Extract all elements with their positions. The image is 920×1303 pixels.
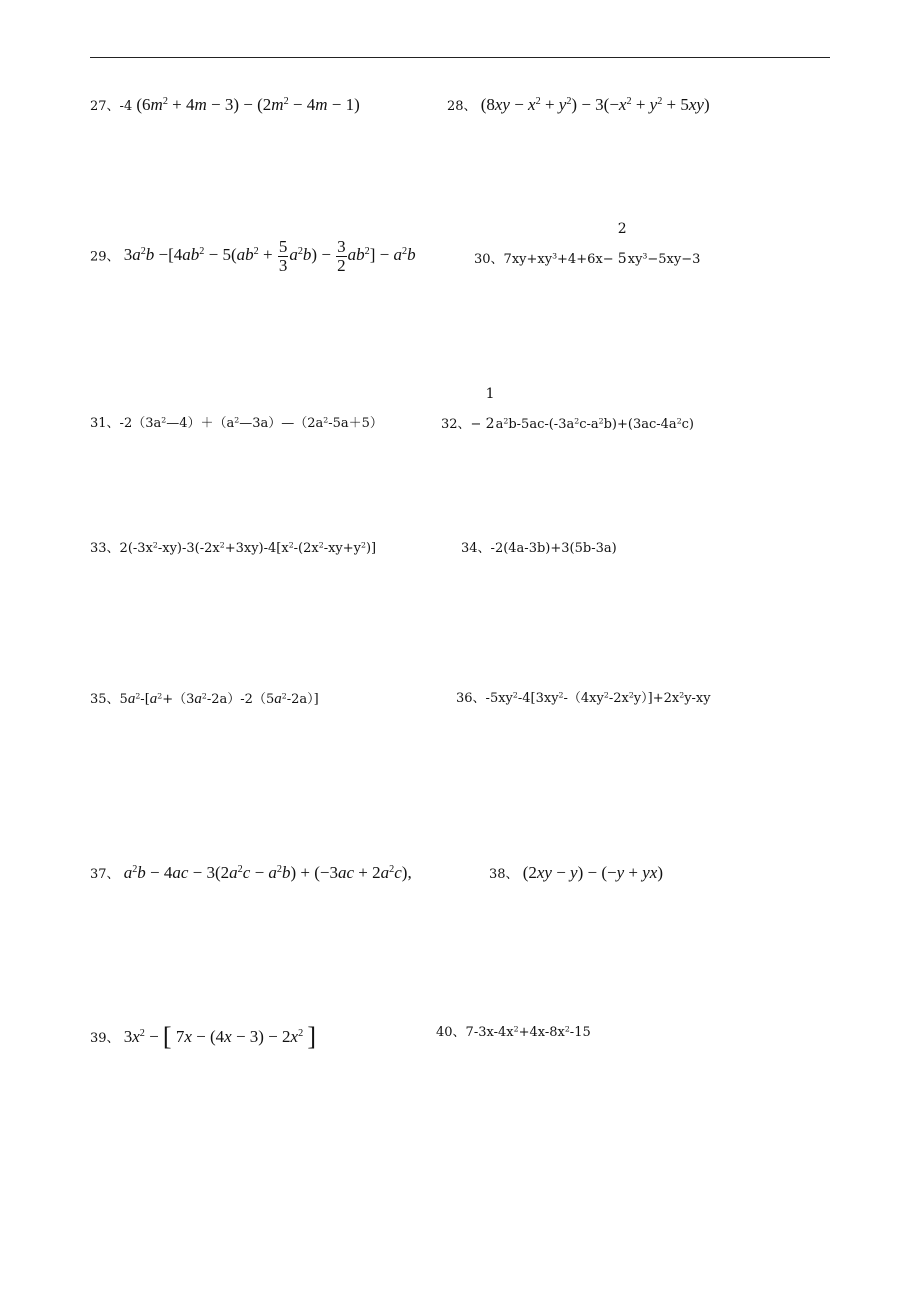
fraction-one-half: 1 2 [485, 386, 495, 432]
problem-expression: $-5xy^2-4[3xy^2-(4xy^2-2x^2y)]+2x^2y-xy$ [485, 690, 711, 706]
problem-39 [90, 1024, 316, 1050]
problem-40 [436, 1026, 591, 1039]
problem-number: 33、 [90, 541, 120, 556]
problem-expression: $5a^2-[a^2+(3a^2-2a)-2(5a^2-2a)]$ [119, 691, 319, 707]
fraction-two-fifths: 2 5 [617, 221, 627, 267]
problem-30 [474, 221, 701, 267]
problem-expression-a: − [470, 417, 482, 432]
problem-36 [456, 692, 711, 705]
problem-number: 37、 [90, 867, 120, 882]
problem-number: 34、 [461, 541, 491, 556]
problem-28 [447, 96, 710, 113]
problem-number: 39、 [90, 1031, 120, 1046]
problem-expression: $(8xy - x^2 + y^2) - 3(-x^2 + y^2 + 5xy)$ [480, 95, 710, 114]
problem-38 [489, 864, 663, 881]
problem-37 [90, 864, 412, 881]
problem-number: 28、 [447, 99, 477, 114]
problem-expression-b: $a^2b-5ac-(-3a^2c-a^2b)+(3ac-4a^2c)$ [495, 416, 695, 432]
problem-expression: $a^2b - 4ac - 3(2a^2c - a^2b) + (-3ac + 2a^2c)$, [123, 863, 412, 882]
problem-expression: (2xy − y) − (−y + yx) [522, 863, 663, 882]
problem-35 [90, 692, 319, 707]
problem-34 [461, 542, 617, 555]
problem-prefix: -4 [119, 99, 133, 114]
problem-number: 35、 [90, 692, 120, 707]
problem-33 [90, 542, 376, 555]
problem-number: 36、 [456, 691, 486, 706]
problem-expression: $2(-3x^2-xy)-3(-2x^2+3xy)-4[x^2-(2x^2-xy+y^2)]$ [119, 540, 377, 556]
problem-number: 38、 [489, 867, 519, 882]
problem-number: 32、 [441, 417, 471, 432]
problem-expression: $3x^2$ − [ $7x - (4x - 3) - 2x^2$ ] [123, 1022, 317, 1051]
problem-expression: $7-3x-4x^2+4x-8x^2-15$ [465, 1024, 591, 1040]
problem-expression-b: $xy^3-5xy-3$ [627, 251, 701, 267]
problem-29 [90, 238, 416, 275]
problem-number: 31、 [90, 416, 120, 431]
problem-number: 27、 [90, 99, 120, 114]
problem-27 [90, 96, 360, 113]
problem-number: 40、 [436, 1025, 466, 1040]
problem-number: 29、 [90, 249, 120, 265]
problem-32 [441, 386, 695, 432]
problem-number: 30、 [474, 252, 504, 267]
problem-31 [90, 417, 383, 430]
problem-expression: $3a^2b -[4ab^2 - 5(ab^2$ + $\frac{5}{3}$ $a^2b$) − $\frac{3}{2}$ $ab^2] - a^2b$ [123, 237, 416, 275]
problem-expression: $-2(3a^2—4)+(a^2—3a)—(2a^2-5a+5)$ [119, 415, 383, 431]
header-rule [90, 57, 830, 58]
problem-expression: -2(4a-3b)+3(5b-3a) [490, 541, 617, 556]
problem-expression-a: $7xy+xy^3+4+6x-$ [503, 251, 614, 267]
problem-expression: $(6m^2 + 4m - 3) - (2m^2 - 4m - 1)$ [136, 95, 360, 114]
